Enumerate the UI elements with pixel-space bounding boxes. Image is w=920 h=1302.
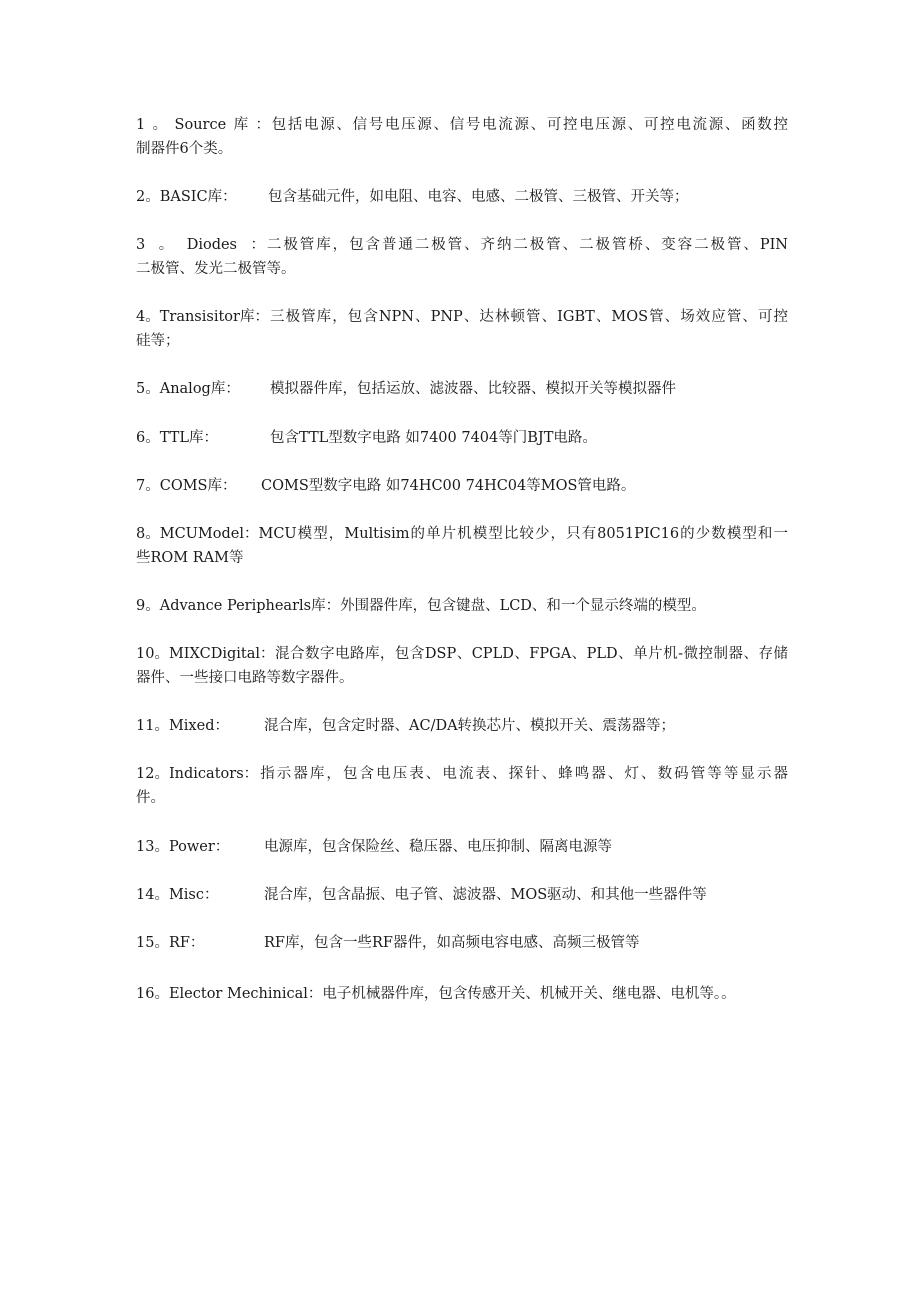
library-paragraph — [136, 642, 788, 690]
library-description: 三极管库，包含NPN、PNP、达林顿管、IGBT、MOS管、场效应管、可控 — [268, 309, 788, 325]
paragraph-line — [136, 642, 788, 666]
library-paragraph — [136, 931, 788, 955]
paragraph-line — [136, 982, 788, 1006]
paragraph-line — [136, 113, 788, 137]
paragraph-line — [136, 931, 788, 955]
library-paragraph — [136, 982, 788, 1006]
library-label: 14。Misc： — [136, 887, 219, 903]
paragraph-line — [136, 594, 788, 618]
library-label: 16。Elector Mechinical： — [136, 986, 323, 1002]
library-label: 11。Mixed： — [136, 718, 229, 734]
library-description: 电子机械器件库，包含传感开关、机械开关、继电器、电机等。。 — [322, 986, 736, 1002]
library-label: 2。BASIC库： — [136, 189, 237, 205]
library-description: 混合数字电路库，包含DSP、CPLD、FPGA、PLD、单片机-微控制器、存储 — [274, 646, 788, 662]
library-description: 混合库，包含晶振、电子管、滤波器、MOS驱动、和其他一些器件等 — [264, 887, 707, 903]
library-label: 9。Advance Periphearls库： — [136, 598, 341, 614]
library-description: RF库，包含一些RF器件，如高频电容电感、高频三极管等 — [264, 935, 640, 951]
paragraph-line — [136, 233, 788, 257]
library-label: 5。Analog库： — [136, 381, 240, 397]
library-label: 15。RF： — [136, 935, 205, 951]
library-paragraph — [136, 835, 788, 859]
library-paragraph — [136, 474, 788, 498]
paragraph-line — [136, 762, 788, 786]
paragraph-line — [136, 377, 788, 401]
library-label: 12。Indicators： — [136, 766, 259, 782]
library-description-continued: 些ROM RAM等 — [136, 550, 244, 566]
library-label: 13。Power： — [136, 839, 230, 855]
library-label: 10。MIXCDigital： — [136, 646, 275, 662]
paragraph-line — [136, 883, 788, 907]
library-description: 指示器库，包含电压表、电流表、探针、蜂鸣器、灯、数码管等等显示器 — [258, 766, 788, 782]
library-paragraph — [136, 185, 788, 209]
library-description: 二极管库，包含普通二极管、齐纳二极管、二极管桥、变容二极管、PIN — [265, 237, 788, 253]
library-paragraph — [136, 762, 788, 810]
library-description: MCU模型，Multisim的单片机模型比较少，只有8051PIC16的少数模型和一 — [258, 526, 788, 542]
paragraph-line — [136, 522, 788, 546]
library-description: COMS型数字电路 如74HC00 74HC04等MOS管电路。 — [261, 478, 636, 494]
library-description: 包含TTL型数字电路 如7400 7404等门BJT电路。 — [270, 430, 597, 446]
library-paragraph — [136, 714, 788, 738]
library-description-continued: 器件、一些接口电路等数字器件。 — [136, 670, 354, 686]
library-paragraph — [136, 305, 788, 353]
library-label: 8。MCUModel： — [136, 526, 259, 542]
library-label: 3。Diodes： — [136, 237, 265, 253]
library-paragraph — [136, 594, 788, 618]
library-description: 模拟器件库，包括运放、滤波器、比较器、模拟开关等模拟器件 — [270, 381, 676, 397]
paragraph-line — [136, 305, 788, 329]
library-description-continued: 件。 — [136, 790, 165, 806]
library-paragraph — [136, 522, 788, 570]
library-description-continued: 硅等； — [136, 333, 180, 349]
library-paragraph — [136, 426, 788, 450]
library-label: 7。COMS库： — [136, 478, 237, 494]
library-paragraph — [136, 377, 788, 401]
library-description: 包含基础元件，如电阻、电容、电感、二极管、三极管、开关等； — [268, 189, 689, 205]
library-label: 1。Source库： — [136, 117, 270, 133]
library-paragraph — [136, 883, 788, 907]
library-description-continued: 二极管、发光二极管等。 — [136, 261, 296, 277]
paragraph-line — [136, 474, 788, 498]
paragraph-line — [136, 714, 788, 738]
library-paragraph — [136, 233, 788, 281]
library-description: 混合库，包含定时器、AC/DA转换芯片、模拟开关、震荡器等； — [264, 718, 676, 734]
paragraph-line — [136, 835, 788, 859]
paragraph-line — [136, 185, 788, 209]
paragraph-line — [136, 426, 788, 450]
library-description-continued: 制器件6个类。 — [136, 141, 233, 157]
library-paragraph — [136, 113, 788, 161]
library-description: 电源库，包含保险丝、稳压器、电压抑制、隔离电源等 — [264, 839, 612, 855]
library-description: 包括电源、信号电压源、信号电流源、可控电压源、可控电流源、函数控 — [270, 117, 788, 133]
library-label: 6。TTL库： — [136, 430, 218, 446]
library-description: 外围器件库，包含键盘、LCD、和一个显示终端的模型。 — [340, 598, 706, 614]
library-label: 4。Transisitor库： — [136, 309, 269, 325]
